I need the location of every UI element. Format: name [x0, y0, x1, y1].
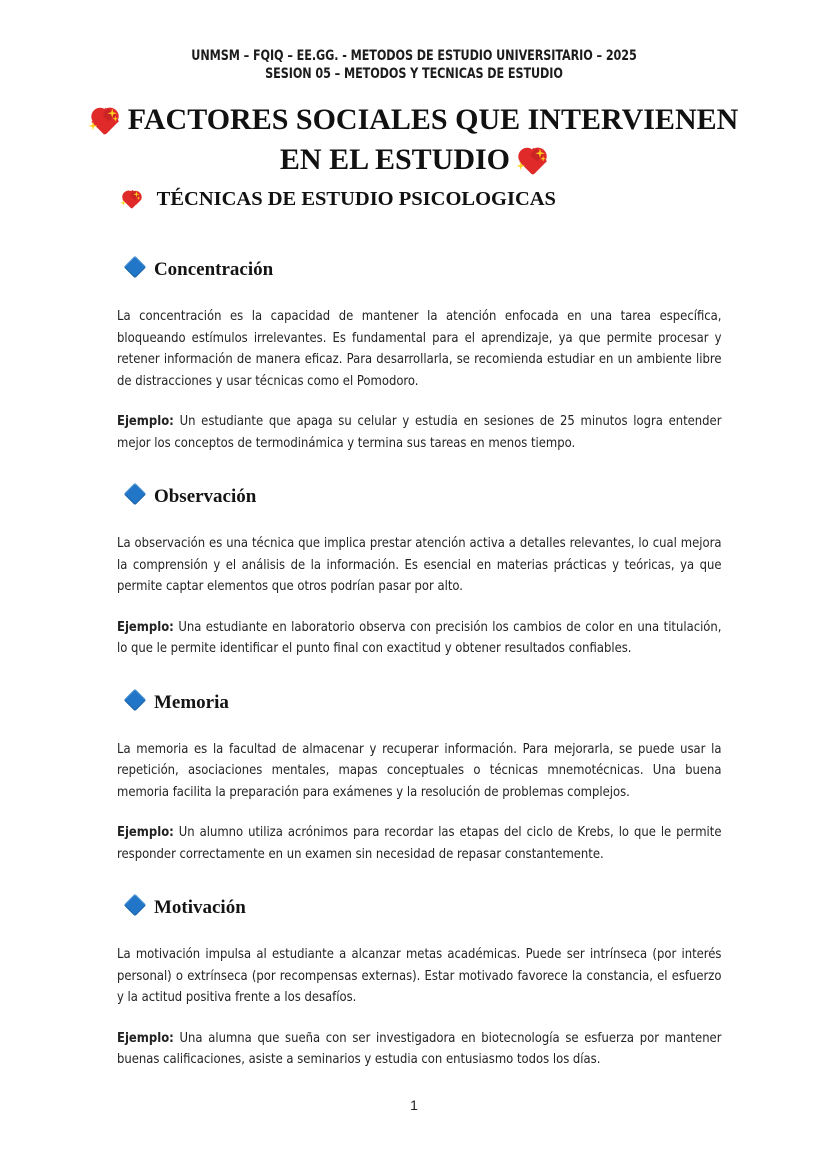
- topic-heading-motivacion: [127, 896, 723, 920]
- sparkling-heart-icon: [121, 189, 142, 208]
- topic-example-paragraph: [117, 617, 721, 660]
- example-text: Una alumna que sueña con ser investigadora en biotecnología se esfuerza por mantener buenas calificaciones, asiste a seminarios y estudia con entusiasmo todos los días.: [117, 1029, 722, 1067]
- topic-heading-label: Memoria: [153, 691, 229, 713]
- topic-body-paragraph: La concentración es la capacidad de mantener la atención enfocada en una tarea específica, bloqueando estímulos irrelevantes. Es fundamental para el aprendizaje, ya que permite procesar y retener información de manera eficaz. Para desarrollarla, se recomienda estudiar en un ambiente libre de distracciones y usar técnicas como el Pomodoro.: [117, 308, 722, 389]
- page-number: 1: [410, 1097, 418, 1113]
- course-header-line-1: UNMSM – FQIQ – EE.GG. - METODOS DE ESTUDIO UNIVERSITARIO – 2025: [191, 48, 637, 64]
- blue-diamond-icon: [124, 894, 147, 917]
- example-label: Ejemplo:: [117, 413, 174, 429]
- topic-example-paragraph: [117, 411, 721, 454]
- example-label: Ejemplo:: [117, 1029, 174, 1046]
- topic-heading-label: Motivación: [153, 897, 246, 918]
- blue-diamond-icon: [124, 483, 147, 506]
- section-heading-label: TÉCNICAS DE ESTUDIO PSICOLOGICAS: [156, 188, 556, 210]
- topic-heading-label: Concentración: [153, 259, 274, 280]
- course-header-line-2: SESION 05 – METODOS Y TECNICAS DE ESTUDIO: [265, 65, 563, 82]
- example-label: Ejemplo:: [117, 618, 174, 635]
- topic-body-paragraph: La observación es una técnica que implica prestar atención activa a detalles relevantes, lo cual mejora la comprensión y el análisis de la información. Es esencial en materias prácticas y teóricas, ya que permite captar elementos que otros podrían pasar por alto.: [117, 535, 722, 594]
- section-heading-tecnicas: [121, 186, 723, 212]
- page-title: [80, 100, 748, 180]
- example-label: Ejemplo:: [117, 824, 174, 840]
- blue-diamond-icon: [124, 256, 147, 279]
- page-title-line-2: [80, 140, 748, 180]
- sparkling-heart-icon: [90, 106, 121, 134]
- topic-body-paragraph: La motivación impulsa al estudiante a alcanzar metas académicas. Puede ser intrínseca (por interés personal) o extrínseca (por recompensas externas). Estar motivado favorece la constancia, el esfuerzo y la actitud positiva frente a los desafíos.: [117, 946, 722, 1005]
- page-title-text-2: EN EL ESTUDIO: [279, 143, 510, 176]
- course-header: [0, 48, 828, 83]
- topic-heading-memoria: [127, 691, 723, 715]
- document-body: [117, 186, 723, 1071]
- example-text: Una estudiante en laboratorio observa con precisión los cambios de color en una titulación, lo que le permite identificar el punto final con exactitud y obtener resultados confiables.: [117, 618, 722, 656]
- topic-heading-concentracion: [127, 258, 723, 282]
- sparkling-heart-icon: [518, 146, 549, 174]
- page-title-text-1: FACTORES SOCIALES QUE INTERVIENEN: [127, 103, 739, 136]
- topic-example-paragraph: [117, 822, 721, 865]
- topic-heading-observacion: [127, 485, 723, 509]
- blue-diamond-icon: [124, 689, 147, 712]
- page-title-line-1: [80, 100, 748, 140]
- example-text: Un estudiante que apaga su celular y estudia en sesiones de 25 minutos logra entender mejor los conceptos de termodinámica y termina sus tareas en menos tiempo.: [117, 413, 722, 451]
- example-text: Un alumno utiliza acrónimos para recordar las etapas del ciclo de Krebs, lo que le permite responder correctamente en un examen sin necesidad de repasar constantemente.: [117, 824, 722, 862]
- topic-body-paragraph: La memoria es la facultad de almacenar y recuperar información. Para mejorarla, se puede usar la repetición, asociaciones mentales, mapas conceptuales o técnicas mnemotécnicas. Una buena memoria facilita la preparación para exámenes y la resolución de problemas complejos.: [117, 740, 722, 800]
- topic-example-paragraph: [117, 1028, 721, 1071]
- topic-heading-label: Observación: [153, 486, 257, 507]
